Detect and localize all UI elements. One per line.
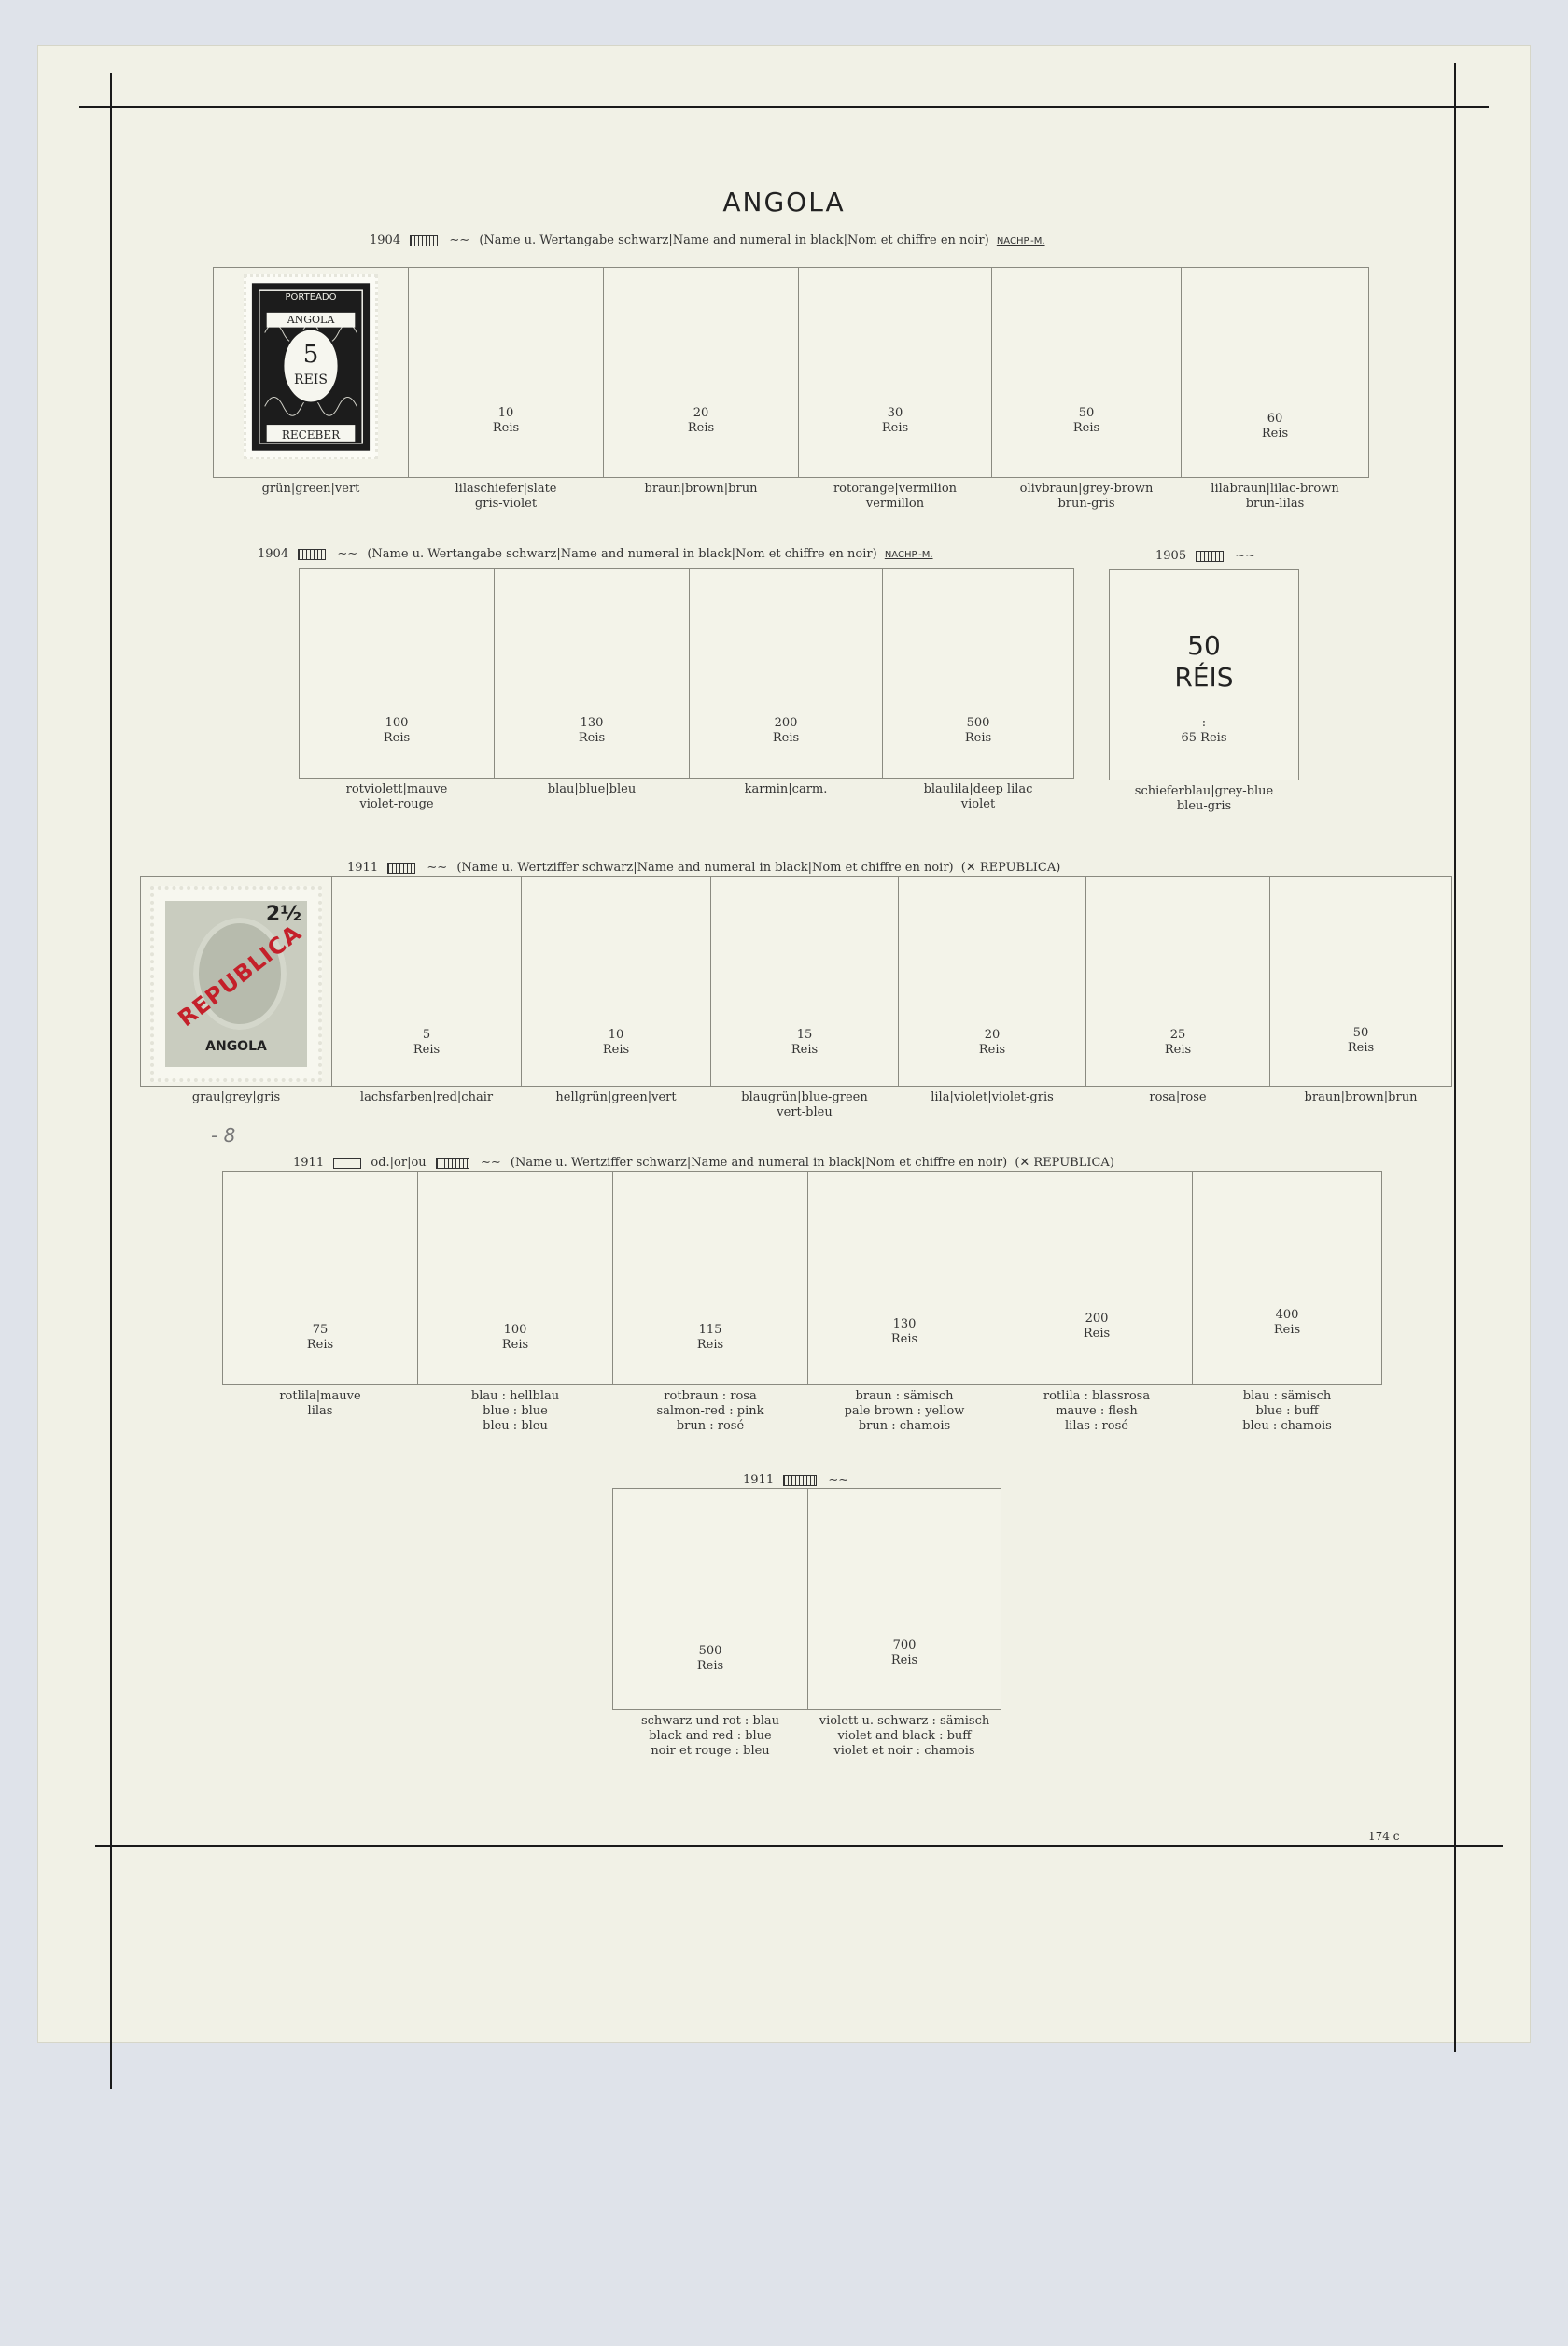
cell-unit: Reis xyxy=(1261,427,1289,441)
stamp-space[interactable] xyxy=(213,267,409,496)
section4-overprint: (✕ REPUBLICA) xyxy=(1015,1156,1114,1170)
perforation-icon: ∼∼ xyxy=(480,1156,501,1170)
left-rule xyxy=(110,73,112,2089)
cell-color: blau : hellblau blue : blue bleu : bleu xyxy=(470,1389,560,1433)
watermark-icon xyxy=(298,549,326,560)
stamp-space[interactable] xyxy=(1001,1171,1193,1433)
section5-year: 1911 xyxy=(743,1473,775,1487)
section4-odor: od.|or|ou xyxy=(371,1156,427,1170)
stamp-porteado-5-reis xyxy=(244,274,378,459)
stamp-top-text: PORTEADO xyxy=(285,292,337,302)
stamp-space[interactable] xyxy=(689,568,883,796)
cell-unit: Reis xyxy=(881,421,909,435)
stamp-space[interactable] xyxy=(417,1171,613,1433)
pencil-note: - 8 xyxy=(211,1124,236,1146)
cell-color: blau|blue|bleu xyxy=(547,782,637,796)
cell-unit: Reis xyxy=(1072,421,1100,435)
section1-tag: NACHP.-M. xyxy=(996,236,1045,246)
perforation-icon: ∼∼ xyxy=(1235,549,1256,563)
cell-color: rotlila : blassrosa mauve : flesh lilas : rosé xyxy=(1043,1389,1151,1433)
cell-unit: Reis xyxy=(1273,1323,1301,1337)
cell-value: 100 xyxy=(385,716,409,730)
cell-value: 115 xyxy=(698,1323,722,1337)
section3-note: (Name u. Wertziffer schwarz|Name and numeral in black|Nom et chiffre en noir) xyxy=(456,861,954,875)
stamp-space[interactable] xyxy=(882,568,1074,811)
stamp-space[interactable] xyxy=(807,1171,1001,1433)
stamp-country-text: ANGOLA xyxy=(287,314,335,326)
cell-unit: Reis xyxy=(687,421,715,435)
stamp-space[interactable] xyxy=(898,876,1086,1104)
surcharge-on: : xyxy=(1201,716,1207,730)
section2b-header xyxy=(1155,549,1261,563)
stamp-space[interactable] xyxy=(798,267,992,511)
cell-value: 400 xyxy=(1275,1308,1299,1322)
cell-unit: Reis xyxy=(413,1043,441,1057)
section4-header xyxy=(293,1156,1114,1170)
section2b-row xyxy=(1109,569,1298,813)
cell-unit: Reis xyxy=(492,421,520,435)
cell-color: violett u. schwarz : sämisch violet and black : buff violet et noir : chamois xyxy=(819,1714,990,1758)
section3-row xyxy=(140,876,1451,1119)
watermark-icon xyxy=(1196,551,1224,562)
cell-unit: Reis xyxy=(696,1659,724,1673)
perforation-icon: ∼∼ xyxy=(427,861,448,875)
section2-tag: NACHP.-M. xyxy=(884,550,933,560)
cell-value: 30 xyxy=(887,406,903,420)
cell-unit: Reis xyxy=(306,1338,334,1352)
cell-unit: Reis xyxy=(696,1338,724,1352)
cell-color: karmin|carm. xyxy=(744,782,828,796)
cell-unit: Reis xyxy=(1347,1041,1375,1055)
stamp-space[interactable] xyxy=(991,267,1182,511)
cell-value: 500 xyxy=(698,1644,722,1658)
album-page xyxy=(37,45,1531,2043)
section1-year: 1904 xyxy=(370,233,401,247)
cell-value: 130 xyxy=(580,716,604,730)
stamp-space[interactable] xyxy=(299,568,495,811)
stamp-space[interactable] xyxy=(1109,569,1299,813)
stamp-space[interactable] xyxy=(331,876,522,1104)
cell-color: braun|brown|brun xyxy=(1304,1090,1418,1104)
section5-row xyxy=(612,1488,1001,1758)
surcharge-unit: RÉIS xyxy=(1174,662,1234,693)
cell-unit: Reis xyxy=(602,1043,630,1057)
cell-unit: Reis xyxy=(890,1653,918,1667)
cell-color: rotorange|vermilion vermillon xyxy=(833,482,958,511)
cell-color: hellgrün|green|vert xyxy=(555,1090,677,1104)
cell-color: braun|brown|brun xyxy=(644,482,758,496)
watermark-icon xyxy=(410,235,438,246)
stamp-space[interactable] xyxy=(612,1171,808,1433)
cell-unit: Reis xyxy=(772,731,800,745)
section1-note: (Name u. Wertangabe schwarz|Name and numeral in black|Nom et chiffre en noir) xyxy=(479,233,989,247)
cell-unit: Reis xyxy=(383,731,411,745)
cell-unit: Reis xyxy=(890,1332,918,1346)
stamp-space[interactable] xyxy=(408,267,604,511)
page-number: 174 c xyxy=(1368,1830,1400,1843)
stamp-space[interactable] xyxy=(1192,1171,1382,1433)
watermark-alt-icon xyxy=(436,1158,469,1169)
cell-unit: Reis xyxy=(578,731,606,745)
perforation-icon: ∼∼ xyxy=(449,233,470,247)
watermark-icon xyxy=(333,1158,361,1169)
stamp-bottom-text: RECEBER xyxy=(281,428,341,442)
stamp-republica-2-half xyxy=(150,886,322,1082)
stamp-space[interactable] xyxy=(140,876,332,1104)
stamp-space[interactable] xyxy=(222,1171,418,1418)
cell-value: 65 Reis xyxy=(1181,731,1227,745)
section2b-year: 1905 xyxy=(1155,549,1187,563)
section2-note: (Name u. Wertangabe schwarz|Name and numeral in black|Nom et chiffre en noir) xyxy=(367,547,877,561)
section4-note: (Name u. Wertziffer schwarz|Name and numeral in black|Nom et chiffre en noir) xyxy=(510,1156,1008,1170)
cell-value: 50 xyxy=(1352,1026,1369,1040)
cell-color: blaulila|deep lilac violet xyxy=(923,782,1033,811)
cell-color: schwarz und rot : blau black and red : blue noir et rouge : bleu xyxy=(640,1714,780,1758)
cell-value: 10 xyxy=(497,406,514,420)
stamp-value-text: 5 xyxy=(302,341,319,369)
cell-value: 100 xyxy=(503,1323,527,1337)
cell-color: blau : sämisch blue : buff bleu : chamois xyxy=(1242,1389,1332,1433)
cell-value: 130 xyxy=(892,1317,917,1331)
top-rule xyxy=(79,106,1489,108)
watermark-alt-icon xyxy=(783,1475,817,1486)
cell-value: 500 xyxy=(966,716,990,730)
perforation-icon: ∼∼ xyxy=(828,1473,849,1487)
stamp-space[interactable] xyxy=(603,267,799,496)
stamp-space[interactable] xyxy=(1181,267,1369,511)
section3-overprint: (✕ REPUBLICA) xyxy=(960,861,1061,875)
section1-header xyxy=(370,233,1045,247)
cell-value: 60 xyxy=(1267,412,1283,426)
surcharge-value: 50 xyxy=(1187,630,1221,661)
section2-row xyxy=(299,568,1073,811)
stamp-space[interactable] xyxy=(1269,876,1452,1104)
cell-unit: Reis xyxy=(978,1043,1006,1057)
cell-color: blaugrün|blue-green vert-bleu xyxy=(741,1090,868,1119)
section2-year: 1904 xyxy=(258,547,289,561)
cell-unit: Reis xyxy=(1083,1327,1111,1341)
watermark-icon xyxy=(387,863,415,874)
cell-unit: Reis xyxy=(1164,1043,1192,1057)
cell-value: 20 xyxy=(984,1028,1001,1042)
stamp-overprint: REPUBLICA xyxy=(173,919,307,1033)
cell-color: rotbraun : rosa salmon-red : pink brun : rosé xyxy=(656,1389,764,1433)
stamp-space[interactable] xyxy=(521,876,711,1104)
section1-row xyxy=(213,267,1368,511)
cell-color: rosa|rose xyxy=(1149,1090,1207,1104)
cell-value: 10 xyxy=(608,1028,624,1042)
cell-color: grau|grey|gris xyxy=(191,1090,281,1104)
stamp-space[interactable] xyxy=(710,876,899,1119)
stamp-unit-text: REIS xyxy=(294,372,328,387)
cell-value: 50 xyxy=(1078,406,1095,420)
section3-year: 1911 xyxy=(347,861,379,875)
cell-color: braun : sämisch pale brown : yellow brun : chamois xyxy=(844,1389,965,1433)
cell-color: lachsfarben|red|chair xyxy=(359,1090,494,1104)
cell-value: 75 xyxy=(312,1323,329,1337)
cell-color: lilaschiefer|slate gris-violet xyxy=(455,482,557,511)
cell-value: 200 xyxy=(1085,1312,1109,1326)
cell-color: olivbraun|grey-brown brun-gris xyxy=(1019,482,1154,511)
cell-color: lila|violet|violet-gris xyxy=(931,1090,1054,1104)
stamp-country: ANGOLA xyxy=(205,1039,267,1054)
cell-value: 200 xyxy=(774,716,798,730)
right-rule xyxy=(1454,63,1456,2052)
stamp-space[interactable] xyxy=(1085,876,1270,1104)
cell-value: 25 xyxy=(1169,1028,1186,1042)
section4-row xyxy=(222,1171,1381,1433)
cell-color: schieferblau|grey-blue bleu-gris xyxy=(1134,784,1274,813)
stamp-space[interactable] xyxy=(494,568,690,796)
section4-year: 1911 xyxy=(293,1156,325,1170)
stamp-value: 2½ xyxy=(265,903,301,926)
cell-color: rotlila|mauve lilas xyxy=(279,1389,361,1418)
cell-value: 20 xyxy=(693,406,709,420)
cell-color: rotviolett|mauve violet-rouge xyxy=(345,782,448,811)
cell-color: lilabraun|lilac-brown brun-lilas xyxy=(1211,482,1339,511)
perforation-icon: ∼∼ xyxy=(337,547,358,561)
stamp-space[interactable] xyxy=(807,1488,1001,1758)
cell-value: 700 xyxy=(892,1638,917,1652)
cell-unit: Reis xyxy=(501,1338,529,1352)
cell-value: 15 xyxy=(796,1028,813,1042)
page-title: ANGOLA xyxy=(722,187,846,218)
stamp-space[interactable] xyxy=(612,1488,808,1758)
cell-value: 5 xyxy=(422,1028,431,1042)
section3-header xyxy=(347,861,1060,875)
section2-header xyxy=(258,547,933,561)
section5-header xyxy=(743,1473,854,1487)
cell-unit: Reis xyxy=(964,731,992,745)
cell-color: grün|green|vert xyxy=(261,482,360,496)
cell-unit: Reis xyxy=(791,1043,819,1057)
bottom-rule xyxy=(95,1845,1503,1847)
